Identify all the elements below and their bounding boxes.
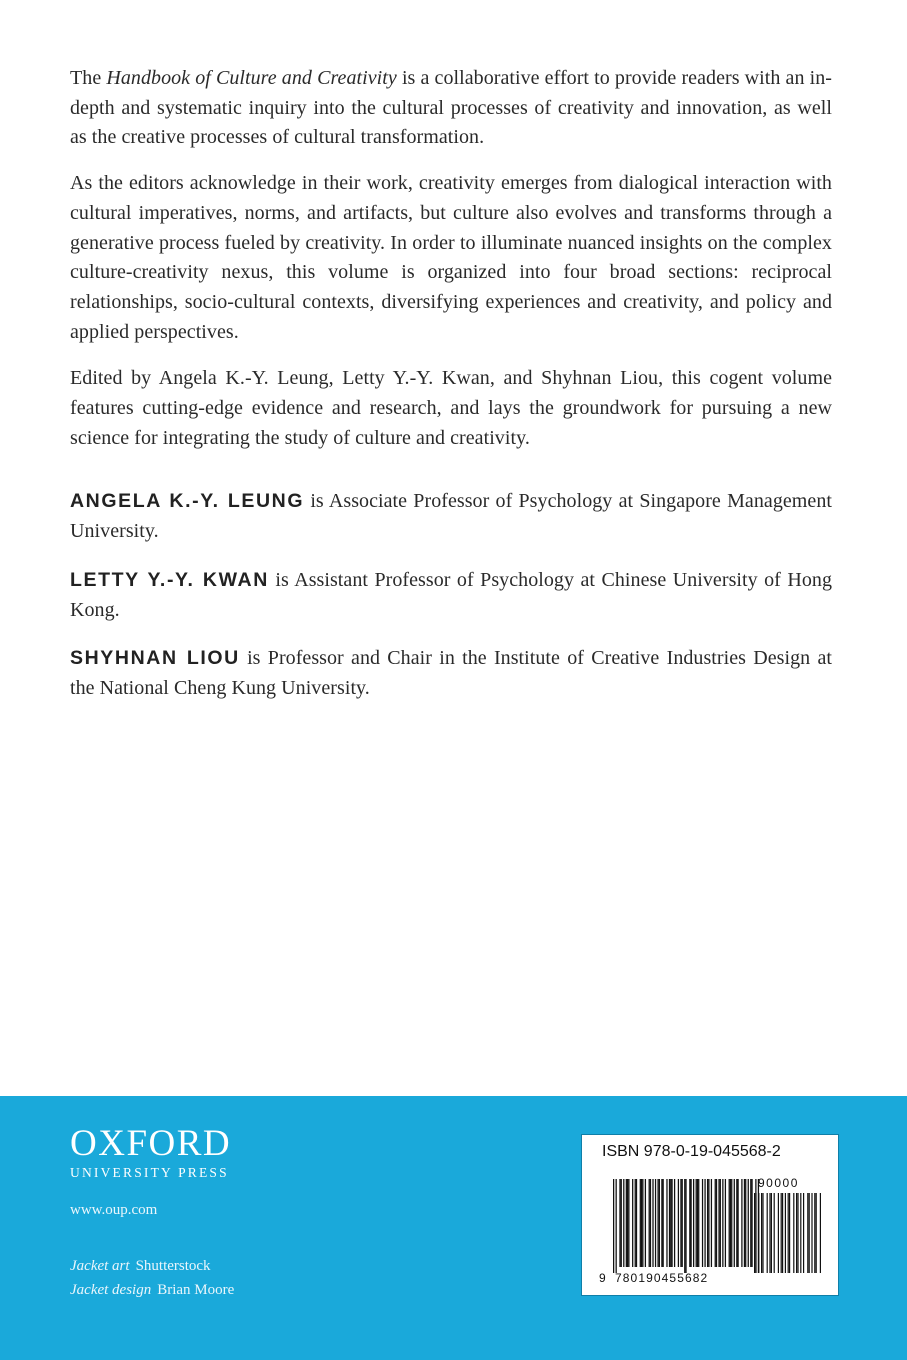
barcode-add-on-bar [789, 1193, 790, 1273]
barcode-bar [734, 1179, 735, 1267]
barcode-bar [704, 1179, 705, 1267]
barcode-bar [674, 1179, 675, 1267]
barcode-bar [623, 1179, 624, 1267]
back-cover-text [70, 64, 832, 723]
barcode-add-on-bar [769, 1193, 770, 1273]
jacket-design-credit [70, 1278, 234, 1302]
barcode-add-on-bar [785, 1193, 786, 1273]
author-bio [70, 487, 832, 546]
paragraph-the: The [70, 67, 102, 89]
barcode-bar [663, 1179, 664, 1267]
barcode-bar [632, 1179, 633, 1267]
author-bio [70, 644, 832, 703]
barcode-add-on-bar [809, 1193, 810, 1273]
barcode-bar [680, 1179, 681, 1267]
barcode-add-on-bar [762, 1193, 763, 1273]
oxford-logo [70, 1123, 232, 1182]
barcode-bar [671, 1179, 672, 1267]
barcode-bar [730, 1179, 731, 1267]
barcode-bar [722, 1179, 723, 1267]
barcode-add-on-bar [754, 1193, 755, 1273]
author-bio-text: is Assistant Professor of Psychology at Chinese University of Hong Kong. [70, 568, 833, 621]
barcode-add-on-bar [774, 1193, 775, 1273]
barcode-bar [711, 1179, 712, 1267]
barcode-add-on-bar [803, 1193, 804, 1273]
barcode-bar [621, 1179, 622, 1267]
publisher-band [0, 1096, 907, 1360]
jacket-art-label: Jacket art [70, 1258, 130, 1274]
barcode-bar [682, 1179, 683, 1267]
barcode-bar [716, 1179, 717, 1267]
barcode-bar [748, 1179, 749, 1267]
barcode-bar [729, 1179, 730, 1267]
barcode-bar [751, 1179, 752, 1267]
paragraph-1-rest: is a collaborative effort to provide readers with an in-depth and systematic inquiry into the cultural processes of creativity and innovation, as well as the creative processes of cultural transformation. [70, 67, 832, 149]
jacket-design-label: Jacket design [70, 1282, 152, 1298]
barcode-bar [737, 1179, 738, 1267]
author-bios [70, 487, 832, 703]
barcode-bar [678, 1179, 679, 1267]
barcode-bar [685, 1179, 686, 1273]
barcode-bar [619, 1179, 620, 1267]
barcode-bar [657, 1179, 658, 1267]
barcode-add-on-bar [820, 1193, 821, 1273]
barcode-bar [693, 1179, 694, 1267]
barcode-bar [696, 1179, 697, 1267]
barcode-lead-digit: 9 [599, 1271, 606, 1285]
barcode-bar [645, 1179, 646, 1267]
barcode-bar [626, 1179, 627, 1267]
jacket-credits [70, 1254, 234, 1302]
barcode-bar [616, 1179, 617, 1273]
barcode-bar [750, 1179, 751, 1267]
barcode-bar [736, 1179, 737, 1267]
author-bio-text: is Associate Professor of Psychology at Singapore Management University. [70, 490, 832, 543]
barcode-add-on-bar [755, 1193, 756, 1273]
book-title: Handbook of Culture and Creativity [106, 67, 397, 89]
barcode-bar [627, 1179, 628, 1267]
barcode-bar [708, 1179, 709, 1267]
barcode-bar [690, 1179, 691, 1267]
description-paragraph-2: As the editors acknowledge in their work, creativity emerges from dialogical interaction with cultural imperatives, norms, and artifacts, but culture also evolves and transforms through a generative process fueled by creativity. In order to illuminate nuanced insights on the complex culture-creativity nexus, this volume is organized into four broad sections: reciprocal relationships, socio-cultural contexts, diversifying experiences and creativity, and policy and applied perspectives. [70, 172, 832, 343]
barcode-bar [636, 1179, 637, 1267]
barcode-bar [635, 1179, 636, 1267]
barcode-bar [731, 1179, 732, 1267]
isbn-barcode-box [581, 1134, 839, 1296]
barcode-bar [689, 1179, 690, 1267]
barcode-add-on-bar [797, 1193, 798, 1273]
jacket-design-value: Brian Moore [157, 1282, 235, 1298]
author-name: LETTY Y.-Y. KWAN [70, 568, 269, 591]
jacket-art-value: Shutterstock [135, 1258, 211, 1274]
barcode-bar [640, 1179, 641, 1267]
barcode-bar [684, 1179, 685, 1273]
barcode-bar [659, 1179, 660, 1267]
barcode-add-on-bar [807, 1193, 808, 1273]
barcode-bar [649, 1179, 650, 1267]
author-bio-text: is Professor and Chair in the Institute of Creative Industries Design at the National Cheng Kung University. [70, 647, 832, 699]
barcode-add-on-bar [814, 1193, 815, 1273]
barcode-bar [707, 1179, 708, 1267]
barcode-add-on-bar [761, 1193, 762, 1273]
barcode-add-on-bar [758, 1193, 759, 1273]
barcode-add-on-bar [793, 1193, 794, 1273]
barcode-add-on-bar [800, 1193, 801, 1273]
barcode-add-on-digits: 90000 [758, 1176, 799, 1190]
barcode-bar [655, 1179, 656, 1267]
publisher-subname: UNIVERSITY PRESS [70, 1165, 229, 1180]
barcode-bar [661, 1179, 662, 1267]
barcode-bar [642, 1179, 643, 1267]
barcode-bar [745, 1179, 746, 1267]
barcode-bar [741, 1179, 742, 1267]
publisher-name: OXFORD [70, 1123, 232, 1164]
barcode-bar [718, 1179, 719, 1267]
description-paragraph-1 [70, 64, 832, 153]
barcode-add-on-bar [788, 1193, 789, 1273]
barcode-bar [669, 1179, 670, 1267]
barcode-bar [641, 1179, 642, 1267]
barcode-add-on-bar [816, 1193, 817, 1273]
barcode-bar [702, 1179, 703, 1267]
barcode-bar [698, 1179, 699, 1267]
barcode-bar [652, 1179, 653, 1267]
author-name: SHYHNAN LIOU [70, 647, 240, 670]
barcode-bar [613, 1179, 614, 1273]
author-name: ANGELA K.-Y. LEUNG [70, 490, 305, 513]
barcode-bar [720, 1179, 721, 1267]
barcode-bar [628, 1179, 629, 1267]
barcode-add-on-bar [767, 1193, 768, 1273]
barcode-bar [725, 1179, 726, 1267]
barcode-bar [744, 1179, 745, 1267]
barcode-bar [650, 1179, 651, 1267]
barcode-add-on-bar [796, 1193, 797, 1273]
description-paragraph-3: Edited by Angela K.-Y. Leung, Letty Y.-Y. Kwan, and Shyhnan Liou, this cogent volume features cutting-edge evidence and research, and lays the groundwork for pursuing a new science for integrating the study of culture and creativity. [70, 367, 832, 449]
barcode-add-on-bar [782, 1193, 783, 1273]
barcode-add-on-bar [811, 1193, 812, 1273]
barcode-add-on-bar [781, 1193, 782, 1273]
barcode-bar [670, 1179, 671, 1267]
jacket-art-credit [70, 1254, 234, 1278]
author-bio [70, 566, 832, 625]
barcode-bar [666, 1179, 667, 1267]
barcode-add-on-bar [771, 1193, 772, 1273]
isbn-label: ISBN 978-0-19-045568-2 [602, 1143, 781, 1160]
barcode-bar [715, 1179, 716, 1267]
barcode-add-on-bar [778, 1193, 779, 1273]
barcode-bar [697, 1179, 698, 1267]
publisher-website: www.oup.com [70, 1202, 158, 1218]
barcode-digits: 780190455682 [615, 1271, 709, 1285]
